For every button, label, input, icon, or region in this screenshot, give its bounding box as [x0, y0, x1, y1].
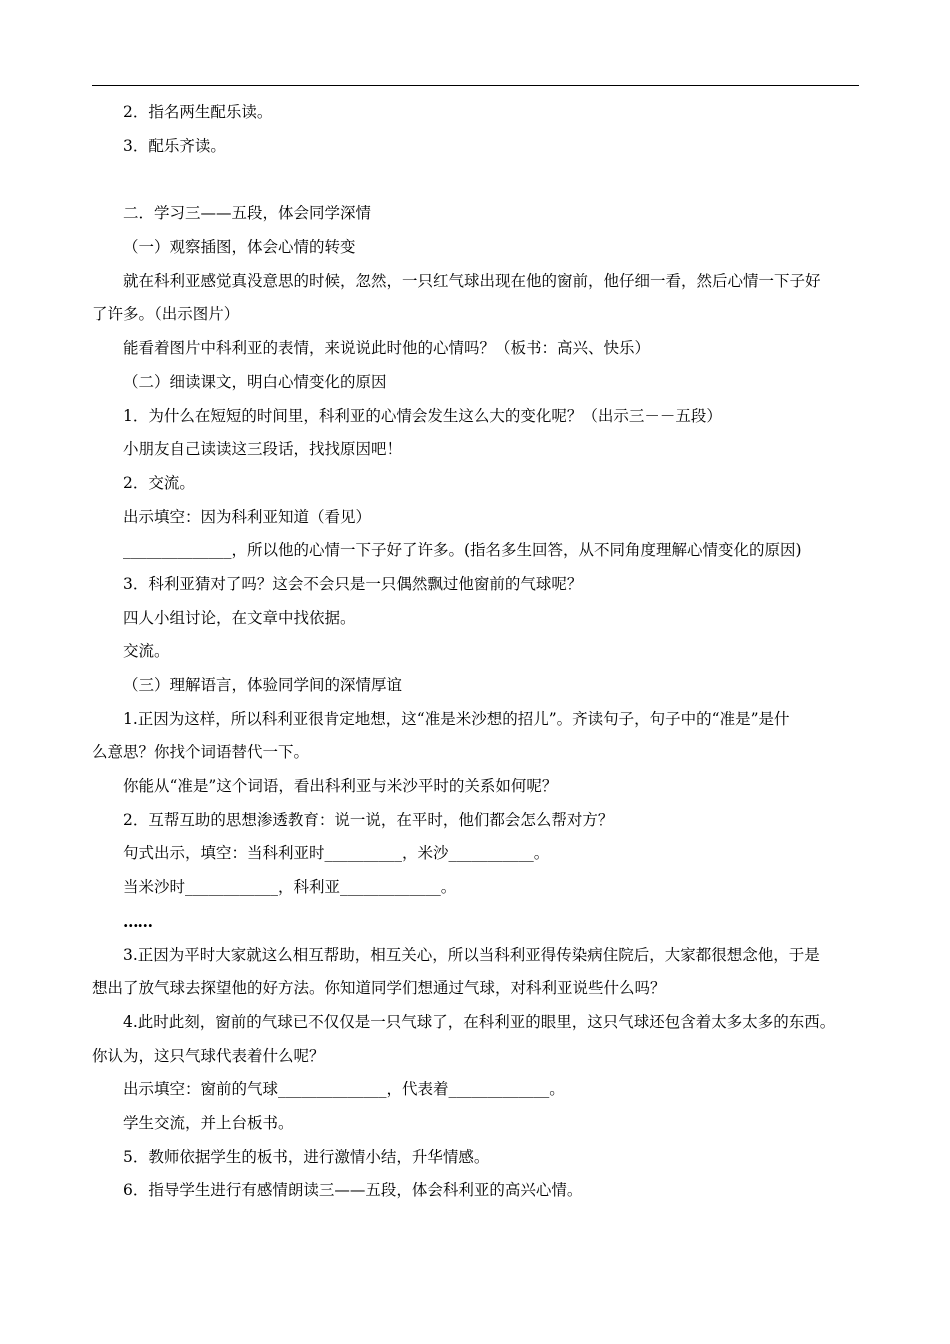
header-rule — [92, 85, 859, 86]
text-line: 你认为，这只气球代表着什么呢？ — [92, 1046, 325, 1065]
text-line: 1．为什么在短短的时间里，科利亚的心情会发生这么大的变化呢？（出示三－－五段） — [123, 406, 722, 425]
ellipsis-line: …… — [123, 911, 152, 931]
text-line: 四人小组讨论，在文章中找依据。 — [123, 608, 356, 627]
text-line: 小朋友自己读读这三段话，找找原因吧！ — [123, 440, 403, 459]
text-line: 二．学习三——五段，体会同学深情 — [123, 204, 372, 223]
text-line: 3.正因为平时大家就这么相互帮助，相互关心，所以当科利亚得传染病住院后，大家都很想念他，于是 — [123, 945, 820, 964]
text-line: 出示填空：窗前的气球______________，代表着_____________。 — [123, 1080, 565, 1099]
paragraph-gap — [92, 163, 859, 197]
text-line: 2．交流。 — [123, 473, 195, 492]
text-line: （一）观察插图，体会心情的转变 — [123, 238, 356, 257]
text-line: 就在科利亚感觉真没意思的时候，忽然，一只红气球出现在他的窗前，他仔细一看，然后心情一下子好 — [123, 271, 821, 290]
text-line: 3．配乐齐读。 — [123, 136, 226, 155]
text-line: 句式出示，填空：当科利亚时__________，米沙___________。 — [123, 844, 550, 863]
text-line: 2．指名两生配乐读。 — [123, 103, 273, 121]
text-line: 5．教师依据学生的板书，进行激情小结，升华情感。 — [123, 1147, 490, 1166]
document-body — [92, 96, 859, 1208]
text-line: （二）细读课文，明白心情变化的原因 — [123, 372, 387, 391]
text-line: 2．互帮互助的思想渗透教育：说一说，在平时，他们都会怎么帮对方？ — [123, 810, 614, 829]
text-line: （三）理解语言，体验同学间的深情厚谊 — [123, 676, 403, 694]
text-line: 能看着图片中科利亚的表情，来说说此时他的心情吗？（板书：高兴、快乐） — [123, 339, 651, 358]
text-line: 学生交流，并上台板书。 — [123, 1113, 294, 1132]
text-line: 6．指导学生进行有感情朗读三——五段，体会科利亚的高兴心情。 — [123, 1181, 583, 1200]
text-line: 想出了放气球去探望他的好方法。你知道同学们想通过气球，对科利亚说些什么吗？ — [92, 979, 666, 998]
text-line: 么意思？你找个词语替代一下。 — [92, 743, 310, 762]
text-line: 你能从“准是”这个词语，看出科利亚与米沙平时的关系如何呢？ — [123, 777, 558, 796]
text-line: 交流。 — [123, 642, 170, 661]
text-line: 出示填空：因为科利亚知道（看见） — [123, 507, 372, 526]
text-line: 当米沙时____________，科利亚_____________。 — [123, 878, 457, 897]
text-line: ______________，所以他的心情一下子好了许多。(指名多生回答，从不同角度理解心情变化的原因) — [123, 541, 802, 560]
text-line: 了许多。（出示图片） — [92, 305, 240, 324]
text-line: 1.正因为这样，所以科利亚很肯定地想，这“准是米沙想的招儿”。齐读句子，句子中的“准是”是什 — [123, 709, 790, 728]
text-line: 3．科利亚猜对了吗？这会不会只是一只偶然飘过他窗前的气球呢？ — [123, 574, 583, 593]
text-line: 4.此时此刻，窗前的气球已不仅仅是一只气球了，在科利亚的眼里，这只气球还包含着太多太多的东西。 — [123, 1012, 836, 1031]
